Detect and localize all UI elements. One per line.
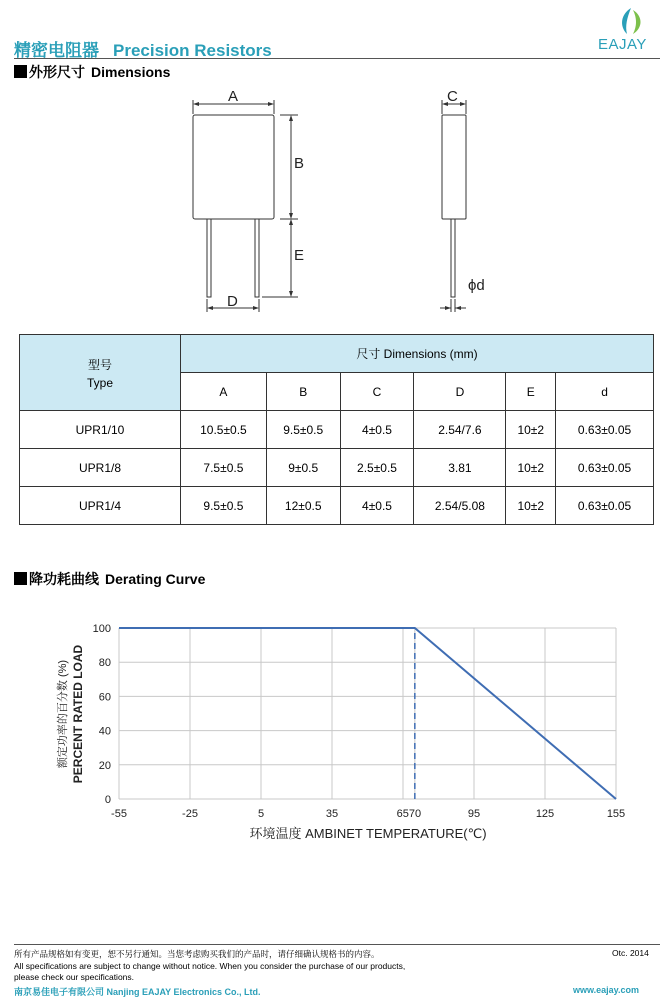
resistor-body-front: [193, 115, 274, 219]
lead-left: [207, 219, 211, 297]
brand-name: EAJAY: [598, 36, 647, 53]
x-axis-label: 环境温度 AMBINET TEMPERATURE(℃): [249, 826, 487, 841]
dimensions-heading: 外形尺寸 Dimensions: [14, 62, 170, 82]
square-bullet-icon: [14, 65, 27, 78]
x-tick-label: -55: [111, 808, 127, 820]
y-tick-label: 0: [104, 794, 111, 806]
dimension-diagram: [0, 80, 670, 325]
footer-note-cn: 所有产品规格如有变更，恕不另行通知。当您考虑购买我们的产品时，请仔细确认规格书的内容。: [14, 949, 380, 959]
derating-heading: 降功耗曲线 Derating Curve: [14, 569, 205, 589]
x-tick-label: 35: [325, 808, 339, 820]
column-header: D: [414, 373, 506, 411]
table-row: UPR1/8 7.5±0.5 9±0.5 2.5±0.5 3.81 10±2 0.63±0.05: [20, 449, 654, 487]
y-tick-label: 20: [98, 759, 111, 772]
table-row: UPR1/4 9.5±0.5 12±0.5 4±0.5 2.54/5.08 10±2 0.63±0.05: [20, 487, 654, 525]
x-tick-label: -25: [182, 808, 198, 820]
y-tick-label: 100: [92, 623, 111, 635]
footer-note-en-1: All specifications are subject to change without notice. When you consider the purchase of our products,: [14, 961, 406, 971]
derating-line: [119, 628, 616, 799]
column-header: A: [181, 373, 267, 411]
y-tick-label: 60: [98, 691, 111, 704]
column-header: B: [266, 373, 340, 411]
table-row: UPR1/10 10.5±0.5 9.5±0.5 4±0.5 2.54/7.6 10±2 0.63±0.05: [20, 411, 654, 449]
dim-label-c: C: [447, 88, 458, 105]
dim-label-d: D: [227, 293, 238, 310]
title-en: Precision Resistors: [113, 41, 272, 60]
y-tick-label: 40: [98, 725, 111, 738]
column-header: C: [340, 373, 414, 411]
dim-label-a: A: [228, 88, 239, 105]
x-tick-label: 125: [535, 808, 555, 820]
footer-divider: [14, 944, 660, 945]
dimensions-table: [19, 334, 654, 525]
x-tick-label: 95: [467, 808, 481, 820]
y-tick-label: 80: [98, 657, 111, 670]
footer-note-en-2: please check our specifications.: [14, 972, 135, 982]
lead-right: [255, 219, 259, 297]
lead-side: [451, 219, 455, 297]
type-header-cell: 型号 Type: [20, 335, 181, 411]
x-tick-label: 155: [606, 808, 626, 820]
column-header: E: [506, 373, 556, 411]
title-cn: 精密电阻器: [14, 41, 99, 60]
resistor-body-side: [442, 115, 466, 219]
derating-chart: [0, 600, 670, 850]
dim-label-lead-d: ϕd: [468, 277, 485, 294]
x-tick-label: 6570: [396, 808, 422, 820]
footer-website[interactable]: www.eajay.com: [573, 985, 640, 995]
y-axis-label-en: PERCENT RATED LOAD: [71, 644, 85, 784]
column-header: d: [556, 373, 654, 411]
x-tick-label: 5: [257, 808, 265, 820]
y-axis-label-cn: 额定功率的百分数 (%): [57, 659, 69, 769]
brand-leaf-icon: [617, 6, 645, 36]
footer-date: Otc. 2014: [612, 948, 649, 958]
dim-label-b: B: [294, 155, 305, 172]
dim-label-e: E: [294, 247, 305, 264]
square-bullet-icon: [14, 572, 27, 585]
header-divider: [14, 58, 660, 59]
footer-company: 南京易佳电子有限公司 Nanjing EAJAY Electronics Co., Ltd.: [14, 987, 261, 997]
dimensions-header-cell: 尺寸 Dimensions (mm): [181, 335, 654, 373]
